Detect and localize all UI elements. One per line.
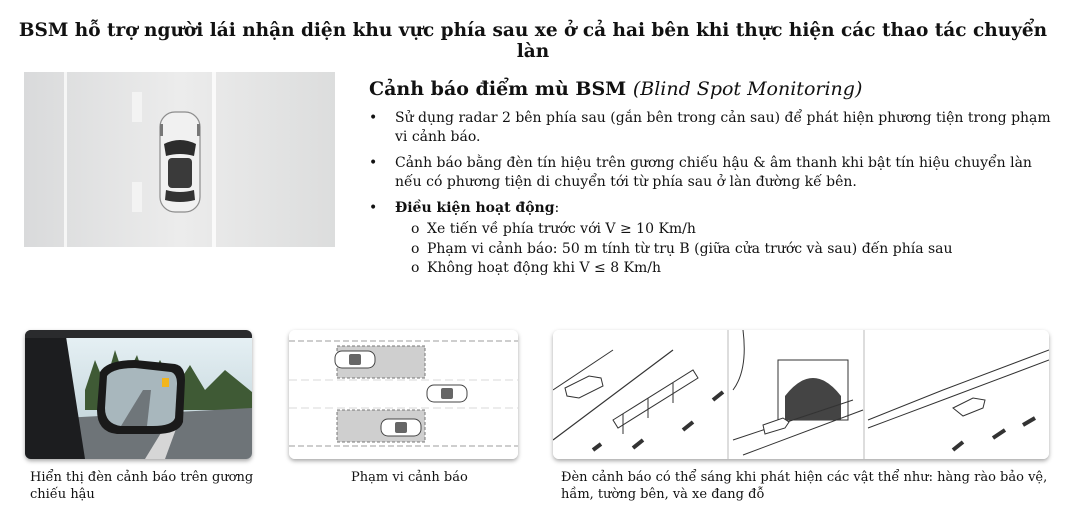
objects-detection-illustration — [553, 330, 1049, 459]
caption-mirror: Hiển thị đèn cảnh báo trên gương chiếu hậu — [30, 470, 254, 502]
condition-item — [411, 259, 661, 278]
section-heading-sub: (Blind Spot Monitoring) — [632, 78, 863, 100]
sub-bullet: o — [411, 260, 420, 276]
warning-range-diagram — [289, 330, 518, 459]
bullet-text: Cảnh báo bằng đèn tín hiệu trên gương chiếu hậu & âm thanh khi bật tín hiệu chuyển làn nếu có phương tiện di chuyển tới từ phía sau ở làn đường kế bên. — [395, 155, 1032, 190]
hero-car-topview-image — [24, 72, 335, 247]
condition-item — [411, 220, 696, 239]
section-heading-main: Cảnh báo điểm mù BSM — [369, 78, 627, 100]
sub-bullet: o — [411, 241, 420, 257]
page-title: BSM hỗ trợ người lái nhận diện khu vực phía sau xe ở cả hai bên khi thực hiện các thao tác chuyển làn — [18, 20, 1048, 62]
section-heading — [369, 78, 862, 100]
other-car-icon — [381, 419, 421, 436]
condition-text: Xe tiến về phía trước với V ≥ 10 Km/h — [427, 221, 696, 237]
own-car-icon — [427, 385, 467, 402]
bullet-dot: • — [369, 110, 378, 126]
condition-text: Không hoạt động khi V ≤ 8 Km/h — [427, 260, 662, 276]
condition-item — [411, 240, 953, 259]
bullet-dot: • — [369, 155, 378, 171]
mirror-warning-light-icon — [162, 378, 169, 387]
caption-range: Phạm vi cảnh báo — [351, 470, 468, 485]
conditions-label: Điều kiện hoạt động — [395, 200, 555, 216]
conditions-colon: : — [554, 200, 560, 216]
sub-bullet: o — [411, 221, 420, 237]
mirror-warning-photo — [25, 330, 252, 459]
bullet-text: Sử dụng radar 2 bên phía sau (gắn bên trong cản sau) để phát hiện phương tiện trong phạm vi cảnh báo. — [395, 110, 1051, 145]
bullet-dot: • — [369, 200, 378, 216]
caption-objects: Đèn cảnh báo có thể sáng khi phát hiện các vật thể như: hàng rào bảo vệ, hầm, tường bên, và xe đang đỗ — [561, 470, 1048, 502]
side-mirror-icon — [97, 360, 185, 434]
car-top-icon — [160, 112, 200, 212]
other-car-icon — [335, 351, 375, 368]
condition-text: Phạm vi cảnh báo: 50 m tính từ trụ B (giữa cửa trước và sau) đến phía sau — [427, 241, 953, 257]
conditions-label-wrap — [395, 199, 1059, 218]
